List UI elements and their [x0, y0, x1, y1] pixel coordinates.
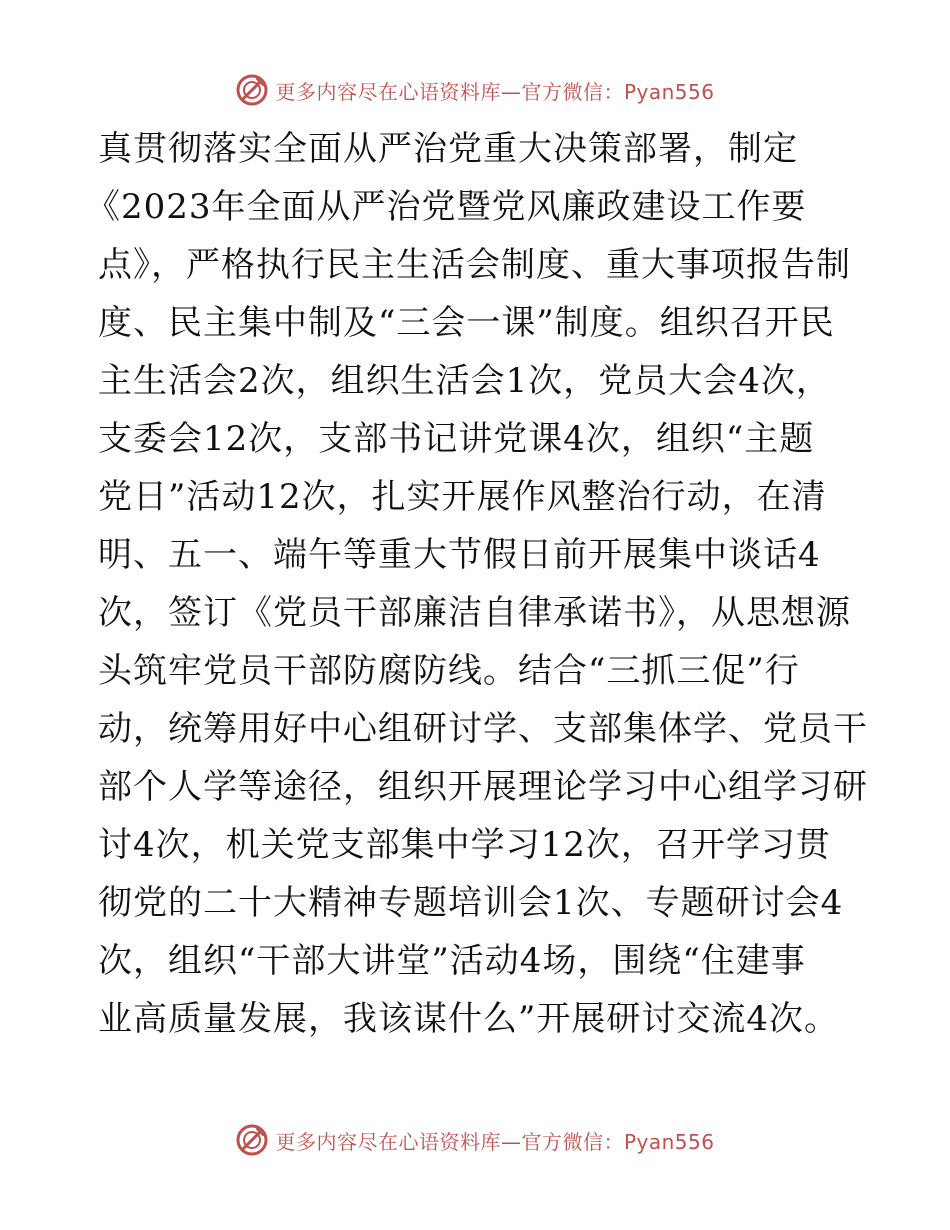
stamp-seal-icon [235, 1123, 269, 1157]
paragraph-line: 彻党的二十大精神专题培训会1次、专题研讨会4 [98, 883, 844, 923]
footer-banner [0, 1120, 950, 1160]
paragraph-line: 部个人学等途径，组织开展理论学习中心组学习研 [98, 767, 868, 807]
paragraph-line: 次，组织“干部大讲堂”活动4场，围绕“住建事 [98, 941, 806, 981]
paragraph-line: 支委会12次，支部书记讲党课4次，组织“主题 [98, 419, 815, 459]
paragraph-line: 讨4次，机关党支部集中学习12次，召开学习贯 [98, 825, 831, 865]
paragraph-line: 主生活会2次，组织生活会1次，党员大会4次， [98, 361, 831, 401]
paragraph-line: 度、民主集中制及“三会一课”制度。组织召开民 [98, 303, 835, 343]
paragraph-line: 《2023年全面从严治党暨党风廉政建设工作要 [86, 187, 807, 227]
paragraph-line: 真贯彻落实全面从严治党重大决策部署，制定 [98, 129, 798, 169]
footer-banner-text: 更多内容尽在心语资料库—官方微信：Pyan556 [275, 1129, 715, 1154]
header-banner-text: 更多内容尽在心语资料库—官方微信：Pyan556 [275, 79, 715, 104]
stamp-seal-icon [235, 73, 269, 107]
paragraph-line: 明、五一、端午等重大节假日前开展集中谈话4 [98, 535, 821, 575]
paragraph-line: 次，签订《党员干部廉洁自律承诺书》，从思想源 [98, 593, 851, 633]
paragraph-line: 业高质量发展，我该谋什么”开展研讨交流4次。 [98, 999, 840, 1039]
header-banner [0, 70, 950, 110]
paragraph-line: 党日”活动12次，扎实开展作风整治行动，在清 [98, 477, 827, 517]
paragraph-line: 动，统筹用好中心组研讨学、支部集体学、党员干 [98, 709, 868, 749]
paragraph-line: 头筑牢党员干部防腐防线。结合“三抓三促”行 [98, 651, 800, 691]
document-body [86, 120, 868, 1048]
paragraph-line: 点》，严格执行民主生活会制度、重大事项报告制 [98, 245, 851, 285]
